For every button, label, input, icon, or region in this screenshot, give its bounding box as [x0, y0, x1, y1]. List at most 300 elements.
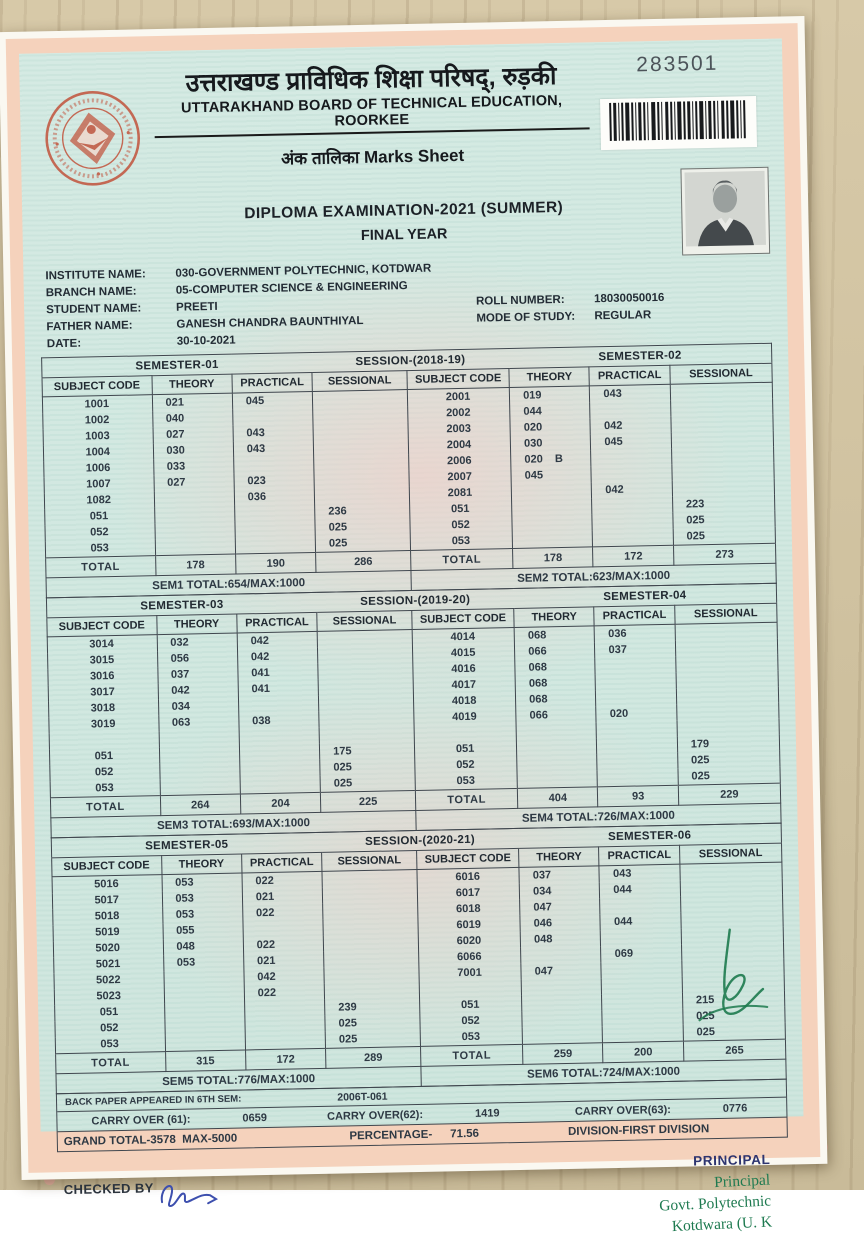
exam-year: FINAL YEAR: [360, 226, 448, 244]
marks-cell: 041: [238, 664, 319, 682]
subject-code-cell: 6020: [418, 932, 520, 950]
column-header: PRACTICAL: [599, 845, 680, 866]
marks-cell: 040: [152, 410, 233, 428]
column-header: THEORY: [519, 847, 600, 868]
subject-code-cell: 3017: [48, 683, 158, 701]
exam-title-block: [38, 195, 770, 251]
marks-cell: 042: [237, 648, 318, 666]
father-name-label: FATHER NAME:: [46, 319, 133, 333]
column-header: SESSIONAL: [670, 363, 773, 384]
marks-cell: 043: [599, 864, 680, 882]
subject-code-cell: 6018: [418, 900, 520, 918]
institute-name-value: 030-GOVERNMENT POLYTECHNIC, KOTDWAR: [175, 262, 432, 280]
marks-cell: [516, 722, 597, 740]
board-title-english: UTTARAKHAND BOARD OF TECHNICAL EDUCATION, ROORKEE: [154, 90, 590, 138]
semester-title-right: SEMESTER-02: [509, 343, 772, 368]
subject-code-cell: 5019: [53, 923, 163, 941]
marks-cell: [159, 762, 240, 780]
marks-cell: [670, 382, 773, 401]
board-seal-icon: [35, 61, 155, 175]
marks-cell: 063: [158, 714, 239, 732]
column-header: PRACTICAL: [237, 612, 318, 633]
marks-cell: 036: [595, 624, 676, 642]
sem-total-left: SEM1 TOTAL:654/MAX:1000: [46, 571, 411, 598]
marks-cell: 044: [600, 913, 681, 931]
carry-over-63-value: 0776: [722, 1101, 748, 1115]
principal-stamp: [658, 1170, 773, 1238]
semester-title-right: SEMESTER-04: [514, 583, 777, 608]
principal-label: PRINCIPAL: [693, 1151, 771, 1169]
total-value: 289: [326, 1046, 421, 1068]
subject-code-cell: 053: [50, 779, 160, 798]
marks-cell: [324, 966, 419, 984]
marks-cell: [590, 401, 671, 419]
total-label: TOTAL: [56, 1052, 166, 1074]
marks-cell: [319, 726, 414, 744]
marks-cell: 047: [521, 962, 602, 980]
subject-code-cell: 2004: [408, 436, 510, 454]
marks-cell: [597, 753, 678, 771]
total-value: 93: [598, 785, 679, 807]
subject-code-cell: 3019: [49, 715, 159, 733]
marks-cell: 068: [515, 658, 596, 676]
marks-cell: 021: [152, 393, 233, 411]
sem-total-right: SEM6 TOTAL:724/MAX:1000: [421, 1059, 786, 1086]
marks-cell: [592, 513, 673, 531]
subject-code-cell: 053: [415, 772, 517, 791]
column-header: SESSIONAL: [674, 603, 777, 624]
marks-cell: [601, 929, 682, 947]
marks-cell: [244, 1000, 325, 1018]
marks-cell: [591, 465, 672, 483]
subject-code-cell: 4018: [413, 692, 515, 710]
marks-cell: [597, 737, 678, 755]
grand-total: GRAND TOTAL-3578 MAX-5000: [63, 1132, 238, 1148]
marks-cell: 025: [683, 1023, 786, 1042]
marks-cell: [234, 504, 315, 522]
subject-code-cell: 052: [410, 516, 512, 534]
total-value: 265: [683, 1039, 786, 1061]
percentage-label: PERCENTAGE-: [349, 1128, 433, 1142]
board-title-hindi: उत्तराखण्ड प्राविधिक शिक्षा परिषद्, रुड़की: [185, 62, 557, 98]
subject-code-cell: 6066: [419, 948, 521, 966]
marks-cell: [163, 969, 244, 987]
marks-cell: [511, 482, 592, 500]
exam-title: DIPLOMA EXAMINATION-2021 (SUMMER): [244, 198, 564, 223]
subject-code-cell: 1082: [44, 491, 154, 509]
marks-cell: 053: [163, 953, 244, 971]
total-label: TOTAL: [420, 1044, 523, 1066]
subject-code-cell: 1003: [43, 427, 153, 445]
subject-code-cell: 4016: [413, 660, 515, 678]
marks-cell: [591, 449, 672, 467]
column-header: SUBJECT CODE: [417, 848, 520, 869]
marks-cell: 025: [678, 767, 781, 786]
subject-code-cell: 6019: [418, 916, 520, 934]
marks-cell: [593, 529, 674, 547]
institute-name-label: INSTITUTE NAME:: [45, 267, 146, 282]
marks-cell: 068: [516, 690, 597, 708]
marks-cell: [314, 486, 409, 504]
total-label: TOTAL: [46, 556, 156, 578]
subject-code-cell: 5021: [54, 955, 164, 973]
total-value: 204: [240, 792, 321, 814]
marks-cell: 045: [232, 391, 313, 409]
marksheet-paper: [0, 16, 827, 1236]
subject-code-cell: 5016: [52, 875, 162, 894]
student-name-value: PREETI: [175, 300, 218, 314]
marks-cell: [592, 497, 673, 515]
column-header: PRACTICAL: [594, 605, 675, 626]
marks-cell: 025: [315, 518, 410, 536]
marks-cell: [597, 721, 678, 739]
marks-cell: 021: [243, 952, 324, 970]
marks-cell: 025: [325, 1014, 420, 1032]
marks-cell: 043: [233, 424, 314, 442]
marks-cell: [164, 1017, 245, 1035]
column-header: SUBJECT CODE: [407, 369, 510, 390]
column-header: THEORY: [161, 854, 242, 875]
marks-cell: [319, 710, 414, 728]
marks-cell: [512, 498, 593, 516]
subject-code-cell: 051: [49, 747, 159, 765]
sem-total-right: SEM4 TOTAL:726/MAX:1000: [416, 803, 781, 830]
marks-cell: [322, 869, 417, 887]
marks-cell: 025: [315, 534, 410, 552]
marks-cell: [522, 994, 603, 1012]
subject-code-cell: 052: [45, 523, 155, 541]
marks-cell: [521, 978, 602, 996]
subject-code-cell: 1001: [42, 395, 152, 414]
marks-cell: 044: [600, 881, 681, 899]
marks-cell: [240, 776, 321, 794]
marks-cell: [517, 754, 598, 772]
marks-cell: 021: [242, 888, 323, 906]
marks-cell: [602, 977, 683, 995]
marks-cell: [322, 886, 417, 904]
carry-over-62-value: 1419: [474, 1106, 500, 1120]
marks-cell: [522, 1010, 603, 1028]
marks-cell: [596, 673, 677, 691]
marks-cell: [324, 982, 419, 1000]
subject-code-cell: 5020: [53, 939, 163, 957]
subject-code-cell: 051: [420, 996, 522, 1014]
subject-code-cell: 051: [410, 500, 512, 518]
subject-code-cell: 6017: [417, 884, 519, 902]
subject-code-cell: 053: [45, 539, 155, 558]
marks-cell: 025: [673, 511, 776, 529]
column-header: THEORY: [514, 607, 595, 628]
marks-cell: 038: [239, 712, 320, 730]
carry-over-62-label: CARRY OVER(62):: [326, 1108, 424, 1123]
marks-cell: [319, 694, 414, 712]
subject-code-cell: 5018: [53, 907, 163, 925]
column-header: THEORY: [151, 374, 232, 395]
marks-cell: 022: [243, 936, 324, 954]
marks-cell: 048: [163, 937, 244, 955]
student-info: [39, 253, 772, 353]
carry-over-61-value: 0659: [242, 1111, 268, 1125]
semester-title-left: SEMESTER-03: [46, 592, 316, 617]
subject-code-cell: 051: [45, 507, 155, 525]
marks-cell: [601, 961, 682, 979]
principal-signature-icon: [678, 927, 777, 1064]
total-value: 315: [165, 1050, 246, 1072]
student-name-label: STUDENT NAME:: [46, 301, 142, 316]
marks-cell: [318, 646, 413, 664]
marks-cell: 066: [516, 706, 597, 724]
total-value: 225: [320, 790, 415, 812]
marks-cell: [602, 1009, 683, 1027]
total-value: 172: [245, 1048, 326, 1070]
marks-cell: 068: [515, 674, 596, 692]
subject-code-cell: 1007: [44, 475, 154, 493]
total-value: 273: [673, 543, 776, 565]
total-value: 264: [160, 794, 241, 816]
checked-by-signature-icon: [156, 1179, 229, 1217]
marks-cell: [522, 1026, 603, 1044]
marks-cell: 025: [683, 1007, 786, 1025]
total-value: 229: [678, 783, 781, 805]
subject-code-cell: 5017: [52, 891, 162, 909]
back-paper-value: 2006T-061: [337, 1090, 388, 1104]
marks-cell: [238, 696, 319, 714]
marks-cell: 053: [162, 905, 243, 923]
marks-cell: 020: [596, 705, 677, 723]
marks-cell: [154, 522, 235, 540]
marks-cell: [165, 1033, 246, 1051]
subject-code-cell: 7001: [419, 964, 521, 982]
marks-cell: [521, 946, 602, 964]
subject-code-cell: 3014: [47, 635, 157, 654]
marks-cell: 034: [158, 698, 239, 716]
marks-cell: 056: [157, 650, 238, 668]
marks-cell: 030: [153, 442, 234, 460]
mode-of-study-label: MODE OF STUDY:: [476, 310, 576, 325]
division-value: DIVISION-FIRST DIVISION: [567, 1122, 710, 1138]
marks-cell: [164, 1001, 245, 1019]
marks-cell: 025: [673, 527, 776, 546]
subject-code-cell: 6016: [417, 867, 519, 886]
marks-cell: 037: [157, 666, 238, 684]
marks-cell: 037: [595, 641, 676, 659]
marks-cell: [235, 536, 316, 554]
marks-cell: 179: [677, 735, 780, 753]
marks-cell: 037: [519, 866, 600, 884]
marks-cell: [318, 662, 413, 680]
roll-mode-block: [476, 289, 665, 327]
marks-cell: 025: [325, 1030, 420, 1048]
marks-cell: 027: [153, 474, 234, 492]
subject-code-cell: 4015: [412, 644, 514, 662]
marks-cell: [602, 993, 683, 1011]
subject-code-cell: 052: [50, 763, 160, 781]
marks-cell: [314, 454, 409, 472]
marks-cell: [675, 622, 778, 641]
marks-cell: [324, 950, 419, 968]
total-value: 178: [155, 554, 236, 576]
marks-cell: 069: [601, 945, 682, 963]
subject-code-cell: 051: [414, 740, 516, 758]
column-header: SESSIONAL: [317, 611, 412, 632]
marks-cell: [595, 657, 676, 675]
marks-cell: [603, 1025, 684, 1043]
marks-cell: [318, 678, 413, 696]
marks-cell: [313, 406, 408, 424]
marks-cell: [680, 862, 783, 881]
title-block: [153, 52, 590, 173]
marks-cell: 043: [590, 384, 671, 402]
marks-cell: [159, 730, 240, 748]
marks-cell: 044: [510, 402, 591, 420]
marks-cell: 022: [242, 871, 323, 889]
sem-total-left: SEM3 TOTAL:693/MAX:1000: [51, 810, 416, 837]
sem-total-left: SEM5 TOTAL:776/MAX:1000: [56, 1066, 421, 1093]
subject-code-cell: 2007: [409, 468, 511, 486]
total-label: TOTAL: [415, 788, 518, 810]
marks-cell: 027: [153, 426, 234, 444]
subject-code-cell: 2003: [408, 420, 510, 438]
branch-name-label: BRANCH NAME:: [45, 284, 137, 299]
column-header: THEORY: [509, 367, 590, 388]
marks-cell: [600, 897, 681, 915]
father-name-value: GANESH CHANDRA BAUNTHIYAL: [176, 314, 364, 331]
column-header: SUBJECT CODE: [47, 616, 157, 637]
date-value: 30-10-2021: [176, 334, 236, 348]
marks-cell: 020 B: [511, 450, 592, 468]
subject-code-cell: 5023: [54, 987, 164, 1005]
marks-cell: 025: [677, 751, 780, 769]
roll-number-label: ROLL NUMBER:: [475, 293, 565, 308]
total-value: 286: [316, 551, 411, 573]
sem-total-right: SEM2 TOTAL:623/MAX:1000: [411, 563, 776, 590]
total-value: 178: [513, 547, 594, 569]
stamp-line-1: Principal: [713, 1171, 771, 1192]
roll-number-value: 18030050016: [593, 291, 665, 305]
watermark-area: [19, 38, 803, 1236]
marks-cell: [245, 1016, 326, 1034]
column-header: PRACTICAL: [589, 365, 670, 386]
marks-cell: 045: [591, 433, 672, 451]
subject-code-cell: 4014: [412, 627, 514, 646]
total-value: 404: [518, 787, 599, 809]
marks-table-sem1-sem2: [41, 343, 777, 599]
total-value: 259: [523, 1043, 604, 1065]
branch-name-value: 05-COMPUTER SCIENCE & ENGINEERING: [175, 279, 408, 297]
marks-cell: [517, 738, 598, 756]
marks-cell: [596, 689, 677, 707]
marks-cell: 239: [325, 998, 420, 1016]
marks-cell: 068: [514, 626, 595, 644]
marks-cell: 053: [162, 889, 243, 907]
marks-cell: [313, 422, 408, 440]
marks-cell: [314, 470, 409, 488]
subject-code-cell: 2001: [407, 388, 509, 407]
total-label: TOTAL: [50, 796, 160, 818]
marks-cell: 033: [153, 458, 234, 476]
subject-code-cell: 053: [420, 1028, 522, 1047]
marks-cell: 042: [244, 968, 325, 986]
marks-cell: [239, 744, 320, 762]
column-header: SESSIONAL: [312, 371, 407, 392]
total-value: 200: [603, 1041, 684, 1063]
marks-cell: [313, 438, 408, 456]
marks-table-sem5-sem6: [51, 823, 787, 1095]
marks-cell: [239, 728, 320, 746]
subject-code-cell: 3015: [48, 651, 158, 669]
stamp-line-3: Kotdwara (U. K: [671, 1213, 773, 1236]
principal-block: [658, 1152, 786, 1237]
session-title: SESSION-(2019-20): [316, 588, 513, 612]
marks-cell: [517, 770, 598, 788]
marks-cell: 019: [509, 386, 590, 404]
marks-cell: 055: [162, 921, 243, 939]
pink-frame: [6, 23, 821, 1236]
carry-over-61-label: CARRY OVER (61):: [91, 1113, 191, 1128]
subject-code-cell: 053: [410, 532, 512, 551]
marks-cell: 023: [234, 472, 315, 490]
marks-cell: [243, 920, 324, 938]
signature-row: [57, 1152, 789, 1249]
marks-cell: 046: [520, 914, 601, 932]
total-value: 190: [235, 552, 316, 574]
subject-code-cell: 5022: [54, 971, 164, 989]
subject-code-cell: 052: [420, 1012, 522, 1030]
subject-code-cell: 052: [55, 1019, 165, 1037]
marks-cell: [597, 769, 678, 787]
back-paper-label: BACK PAPER APPEARED IN 6TH SEM:: [64, 1093, 242, 1109]
subject-code-cell: 3016: [48, 667, 158, 685]
marks-cell: [232, 408, 313, 426]
marks-cell: [317, 630, 412, 648]
marks-cell: 025: [320, 774, 415, 792]
subject-code-cell: 053: [55, 1035, 165, 1054]
semester-title-left: SEMESTER-05: [51, 832, 321, 857]
subject-code-cell: 4019: [414, 708, 516, 726]
marks-cell: 042: [237, 631, 318, 649]
student-photo: [680, 167, 770, 256]
marks-cell: [512, 514, 593, 532]
marks-cell: 066: [515, 642, 596, 660]
subject-code-cell: 1006: [44, 459, 154, 477]
marks-cell: 042: [592, 481, 673, 499]
subject-code-cell: 2081: [409, 484, 511, 502]
column-header: SESSIONAL: [679, 843, 782, 864]
marks-cell: 043: [233, 440, 314, 458]
marks-cell: 053: [162, 873, 243, 891]
marks-cell: [154, 490, 235, 508]
marks-cell: 025: [320, 758, 415, 776]
column-header: SUBJECT CODE: [42, 376, 152, 397]
total-value: 172: [593, 545, 674, 567]
column-header: SUBJECT CODE: [412, 608, 515, 629]
semester-title-right: SEMESTER-06: [518, 823, 781, 848]
marks-sheet-subtitle: अंक तालिका Marks Sheet: [280, 145, 465, 169]
marks-cell: 020: [510, 418, 591, 436]
marks-cell: 041: [238, 680, 319, 698]
marks-cell: 236: [315, 502, 410, 520]
checked-by-label: CHECKED BY: [63, 1180, 154, 1198]
marks-cell: 175: [320, 742, 415, 760]
marks-cell: 042: [158, 682, 239, 700]
column-header: THEORY: [156, 614, 237, 635]
marks-cell: [323, 902, 418, 920]
subject-code-cell: 2006: [409, 452, 511, 470]
marks-cell: [323, 918, 418, 936]
subject-code-cell: 051: [55, 1003, 165, 1021]
marks-cell: [233, 456, 314, 474]
marks-cell: 047: [520, 898, 601, 916]
